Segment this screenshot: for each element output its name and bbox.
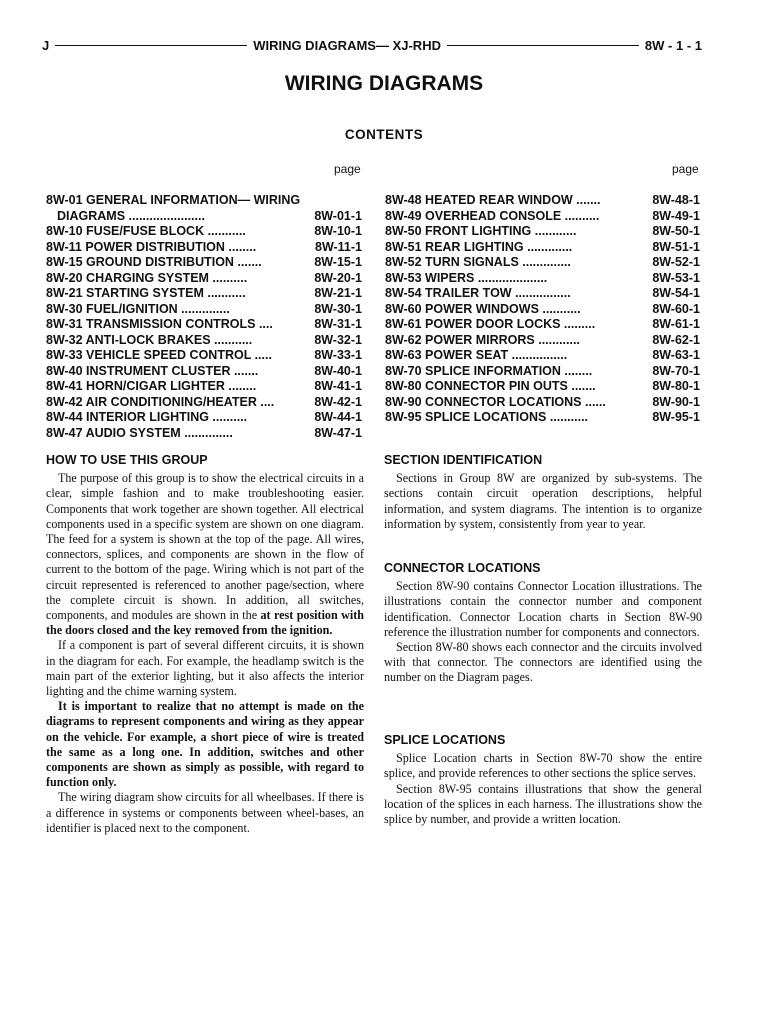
toc-entry-page: 8W-11-1: [315, 239, 362, 254]
toc-entry-label: 8W-49 OVERHEAD CONSOLE ..........: [385, 208, 600, 223]
contents-heading: CONTENTS: [344, 127, 424, 142]
toc-entry-label: 8W-50 FRONT LIGHTING ............: [385, 224, 577, 238]
toc-entry-page: 8W-61-1: [652, 317, 700, 331]
toc-entry-label: 8W-95 SPLICE LOCATIONS ...........: [385, 410, 589, 424]
toc-entry-label: DIAGRAMS ......................: [57, 208, 205, 223]
toc-entry-label: 8W-01 GENERAL INFORMATION— WIRING: [46, 193, 301, 207]
toc-entry-page: 8W-30-1: [314, 301, 362, 316]
toc-entry: [385, 193, 700, 209]
toc-entry-label: 8W-40 INSTRUMENT CLUSTER .......: [46, 363, 259, 378]
toc-entry: [385, 255, 700, 271]
toc-entry-label: 8W-90 CONNECTOR LOCATIONS ......: [385, 394, 606, 409]
toc-entry-label: 8W-47 AUDIO SYSTEM ..............: [46, 425, 233, 440]
toc-entry-label: 8W-41 HORN/CIGAR LIGHTER ........: [46, 379, 257, 393]
connector-locations-paragraph-2: Section 8W-80 shows each connector and the circuits involved with that connector. The connectors are identified using the number on the Diagram pages.: [384, 640, 702, 685]
toc-entry-label: 8W-15 GROUND DISTRIBUTION .......: [46, 255, 262, 269]
toc-entry-page: 8W-21-1: [314, 286, 362, 300]
toc-entry: [385, 348, 700, 364]
toc-entry: [385, 410, 700, 426]
toc-entry-page: 8W-53-1: [652, 270, 700, 285]
toc-entry-label: 8W-52 TURN SIGNALS ..............: [385, 255, 571, 269]
toc-entry-label: 8W-54 TRAILER TOW ................: [385, 286, 571, 300]
toc-entry: [385, 240, 700, 256]
splice-locations-section: [384, 733, 702, 827]
how-to-use-section: [46, 453, 364, 836]
toc-entry: [385, 302, 700, 318]
toc-entry-page: 8W-49-1: [652, 208, 700, 223]
toc-entry-label: 8W-42 AIR CONDITIONING/HEATER ....: [46, 394, 275, 409]
toc-entry-label: 8W-30 FUEL/IGNITION ..............: [46, 301, 230, 316]
toc-entry: [385, 317, 700, 333]
section-identification-section: [384, 453, 702, 532]
section-identification-paragraph: Sections in Group 8W are organized by sub-systems. The sections contain circuit operation descriptions, helpful information, and system diagrams. The intention is to organize information by system, consistently from year to year.: [384, 471, 702, 531]
toc-entry-page: 8W-10-1: [314, 224, 362, 238]
toc-entry-page: 8W-31-1: [314, 317, 362, 331]
toc-entry: [385, 209, 700, 225]
toc-entry-page: 8W-63-1: [652, 348, 700, 362]
how-to-use-paragraph-4: The wiring diagram show circuits for all wheelbases. If there is a difference in systems or components between wheel-bases, an identifier is placed next to the component.: [46, 790, 364, 835]
toc-entry-label: 8W-80 CONNECTOR PIN OUTS .......: [385, 379, 596, 393]
toc-entry-label: 8W-32 ANTI-LOCK BRAKES ...........: [46, 332, 253, 347]
splice-locations-paragraph-1: Splice Location charts in Section 8W-70 show the entire splice, and provide references to other sections the splice serves.: [384, 751, 702, 781]
toc-entry-page: 8W-20-1: [314, 270, 362, 285]
page-title: WIRING DIAGRAMS: [284, 72, 484, 95]
toc-entry-label: 8W-20 CHARGING SYSTEM ..........: [46, 270, 248, 285]
header-rule-right: [447, 45, 639, 46]
toc-entry-page: 8W-95-1: [652, 410, 700, 424]
connector-locations-heading: CONNECTOR LOCATIONS: [384, 561, 541, 575]
toc-entry-page: 8W-48-1: [652, 193, 700, 207]
toc-entry: [46, 426, 362, 442]
toc-entry-label: 8W-10 FUSE/FUSE BLOCK ...........: [46, 224, 246, 238]
toc-entry-page: [358, 193, 362, 209]
toc-entry-page: 8W-62-1: [652, 332, 700, 347]
toc-entry: [385, 333, 700, 349]
how-to-use-paragraph-2: If a component is part of several different circuits, it is shown in the diagram for each. For example, the headlamp switch is the main part of the exterior lighting, but it also affects the interior lighting and the chime warning system.: [46, 638, 364, 699]
header-left: J: [42, 37, 50, 53]
toc-left-column: [46, 193, 362, 441]
toc-entry-page: 8W-52-1: [652, 255, 700, 269]
toc-entry: [385, 224, 700, 240]
connector-locations-section: [384, 561, 702, 686]
how-to-use-paragraph-3: It is important to realize that no attempt is made on the diagrams to represent components and wiring as they appear on the vehicle. For example, a short piece of wire is treated the same as a long one. In addition, switches and other components are shown as simply as possible, with regard to function only.: [46, 699, 364, 790]
toc-entry: [46, 224, 362, 240]
toc-entry-page: 8W-44-1: [314, 410, 362, 424]
toc-entry-label: 8W-21 STARTING SYSTEM ...........: [46, 286, 246, 300]
toc-entry-page: 8W-33-1: [314, 348, 362, 362]
toc-entry: [46, 209, 362, 225]
toc-entry-label: 8W-31 TRANSMISSION CONTROLS ....: [46, 317, 273, 331]
header-right: 8W - 1 - 1: [644, 37, 702, 53]
toc-entry: [46, 302, 362, 318]
toc-entry: [46, 317, 362, 333]
toc-entry-page: 8W-47-1: [314, 425, 362, 440]
header-center: WIRING DIAGRAMS— XJ-RHD: [253, 37, 441, 53]
splice-locations-heading: SPLICE LOCATIONS: [384, 733, 506, 747]
toc-entry: [46, 193, 362, 209]
header-rule-left: [55, 45, 247, 46]
toc-entry-page: 8W-80-1: [652, 379, 700, 393]
toc-entry: [46, 333, 362, 349]
toc-left-page-label: page: [334, 162, 361, 176]
toc-entry-page: 8W-60-1: [652, 301, 700, 316]
toc-entry-page: 8W-50-1: [652, 224, 700, 238]
toc-entry: [385, 379, 700, 395]
toc-right-page-label: page: [672, 162, 699, 176]
toc-entry: [46, 255, 362, 271]
splice-locations-paragraph-2: Section 8W-95 contains illustrations that show the general location of the splices in each harness. The illustrations show the splice by number, and provide a written location.: [384, 781, 702, 827]
toc-entry: [385, 364, 700, 380]
toc-entry-page: 8W-41-1: [314, 379, 362, 393]
toc-entry-page: 8W-51-1: [652, 239, 700, 254]
toc-entry-page: 8W-15-1: [314, 255, 362, 269]
toc-entry-label: 8W-70 SPLICE INFORMATION ........: [385, 363, 593, 378]
toc-entry-label: 8W-11 POWER DISTRIBUTION ........: [46, 239, 257, 254]
toc-entry-label: 8W-61 POWER DOOR LOCKS .........: [385, 317, 596, 331]
toc-entry-page: 8W-90-1: [652, 394, 700, 409]
toc-entry-page: 8W-01-1: [314, 208, 362, 223]
toc-entry-label: 8W-62 POWER MIRRORS ............: [385, 332, 580, 347]
connector-locations-paragraph-1: Section 8W-90 contains Connector Location illustrations. The illustrations contain the connector number and component identification. Connector Location charts in Section 8W-90 reference the illustration number for components and connectors.: [384, 579, 702, 639]
toc-entry-page: 8W-70-1: [652, 363, 700, 378]
toc-entry: [46, 379, 362, 395]
toc-entry: [385, 395, 700, 411]
toc-entry: [46, 364, 362, 380]
toc-entry-label: 8W-33 VEHICLE SPEED CONTROL .....: [46, 348, 272, 362]
toc-entry-page: 8W-54-1: [652, 286, 700, 300]
toc-entry-page: 8W-32-1: [314, 332, 362, 347]
toc-entry-page: 8W-42-1: [314, 394, 362, 409]
toc-entry: [46, 348, 362, 364]
toc-entry-label: 8W-60 POWER WINDOWS ...........: [385, 301, 581, 316]
toc-entry-label: 8W-44 INTERIOR LIGHTING ..........: [46, 410, 248, 424]
toc-entry: [46, 286, 362, 302]
toc-entry-page: 8W-40-1: [314, 363, 362, 378]
toc-entry: [46, 410, 362, 426]
toc-entry-label: 8W-63 POWER SEAT ................: [385, 348, 568, 362]
toc-entry-label: 8W-51 REAR LIGHTING .............: [385, 239, 573, 254]
how-to-use-heading: HOW TO USE THIS GROUP: [46, 453, 208, 467]
toc-entry: [46, 271, 362, 287]
toc-entry: [46, 240, 362, 256]
toc-entry: [385, 286, 700, 302]
toc-right-column: [385, 193, 700, 426]
page-header: [42, 36, 702, 54]
section-identification-heading: SECTION IDENTIFICATION: [384, 453, 543, 467]
toc-entry-label: 8W-53 WIPERS ....................: [385, 270, 548, 285]
toc-entry-label: 8W-48 HEATED REAR WINDOW .......: [385, 193, 601, 207]
how-to-use-paragraph-1: The purpose of this group is to show the electrical circuits in a clear, simple fashion and to make troubleshooting easier. Components that work together are shown together. All electrical components used in a specific system are shown on one diagram. The feed for a system is shown at the top of the page. All wires, connectors, splices, and components are shown in the flow of current to the bottom of the page. Wiring which is not part of the circuit represented is referenced to another page/section, where the complete circuit is shown. In addition, all switches, components, and modules are shown in the at rest position with the doors closed and the key removed from the ignition.: [46, 471, 364, 638]
toc-entry: [385, 271, 700, 287]
toc-entry: [46, 395, 362, 411]
